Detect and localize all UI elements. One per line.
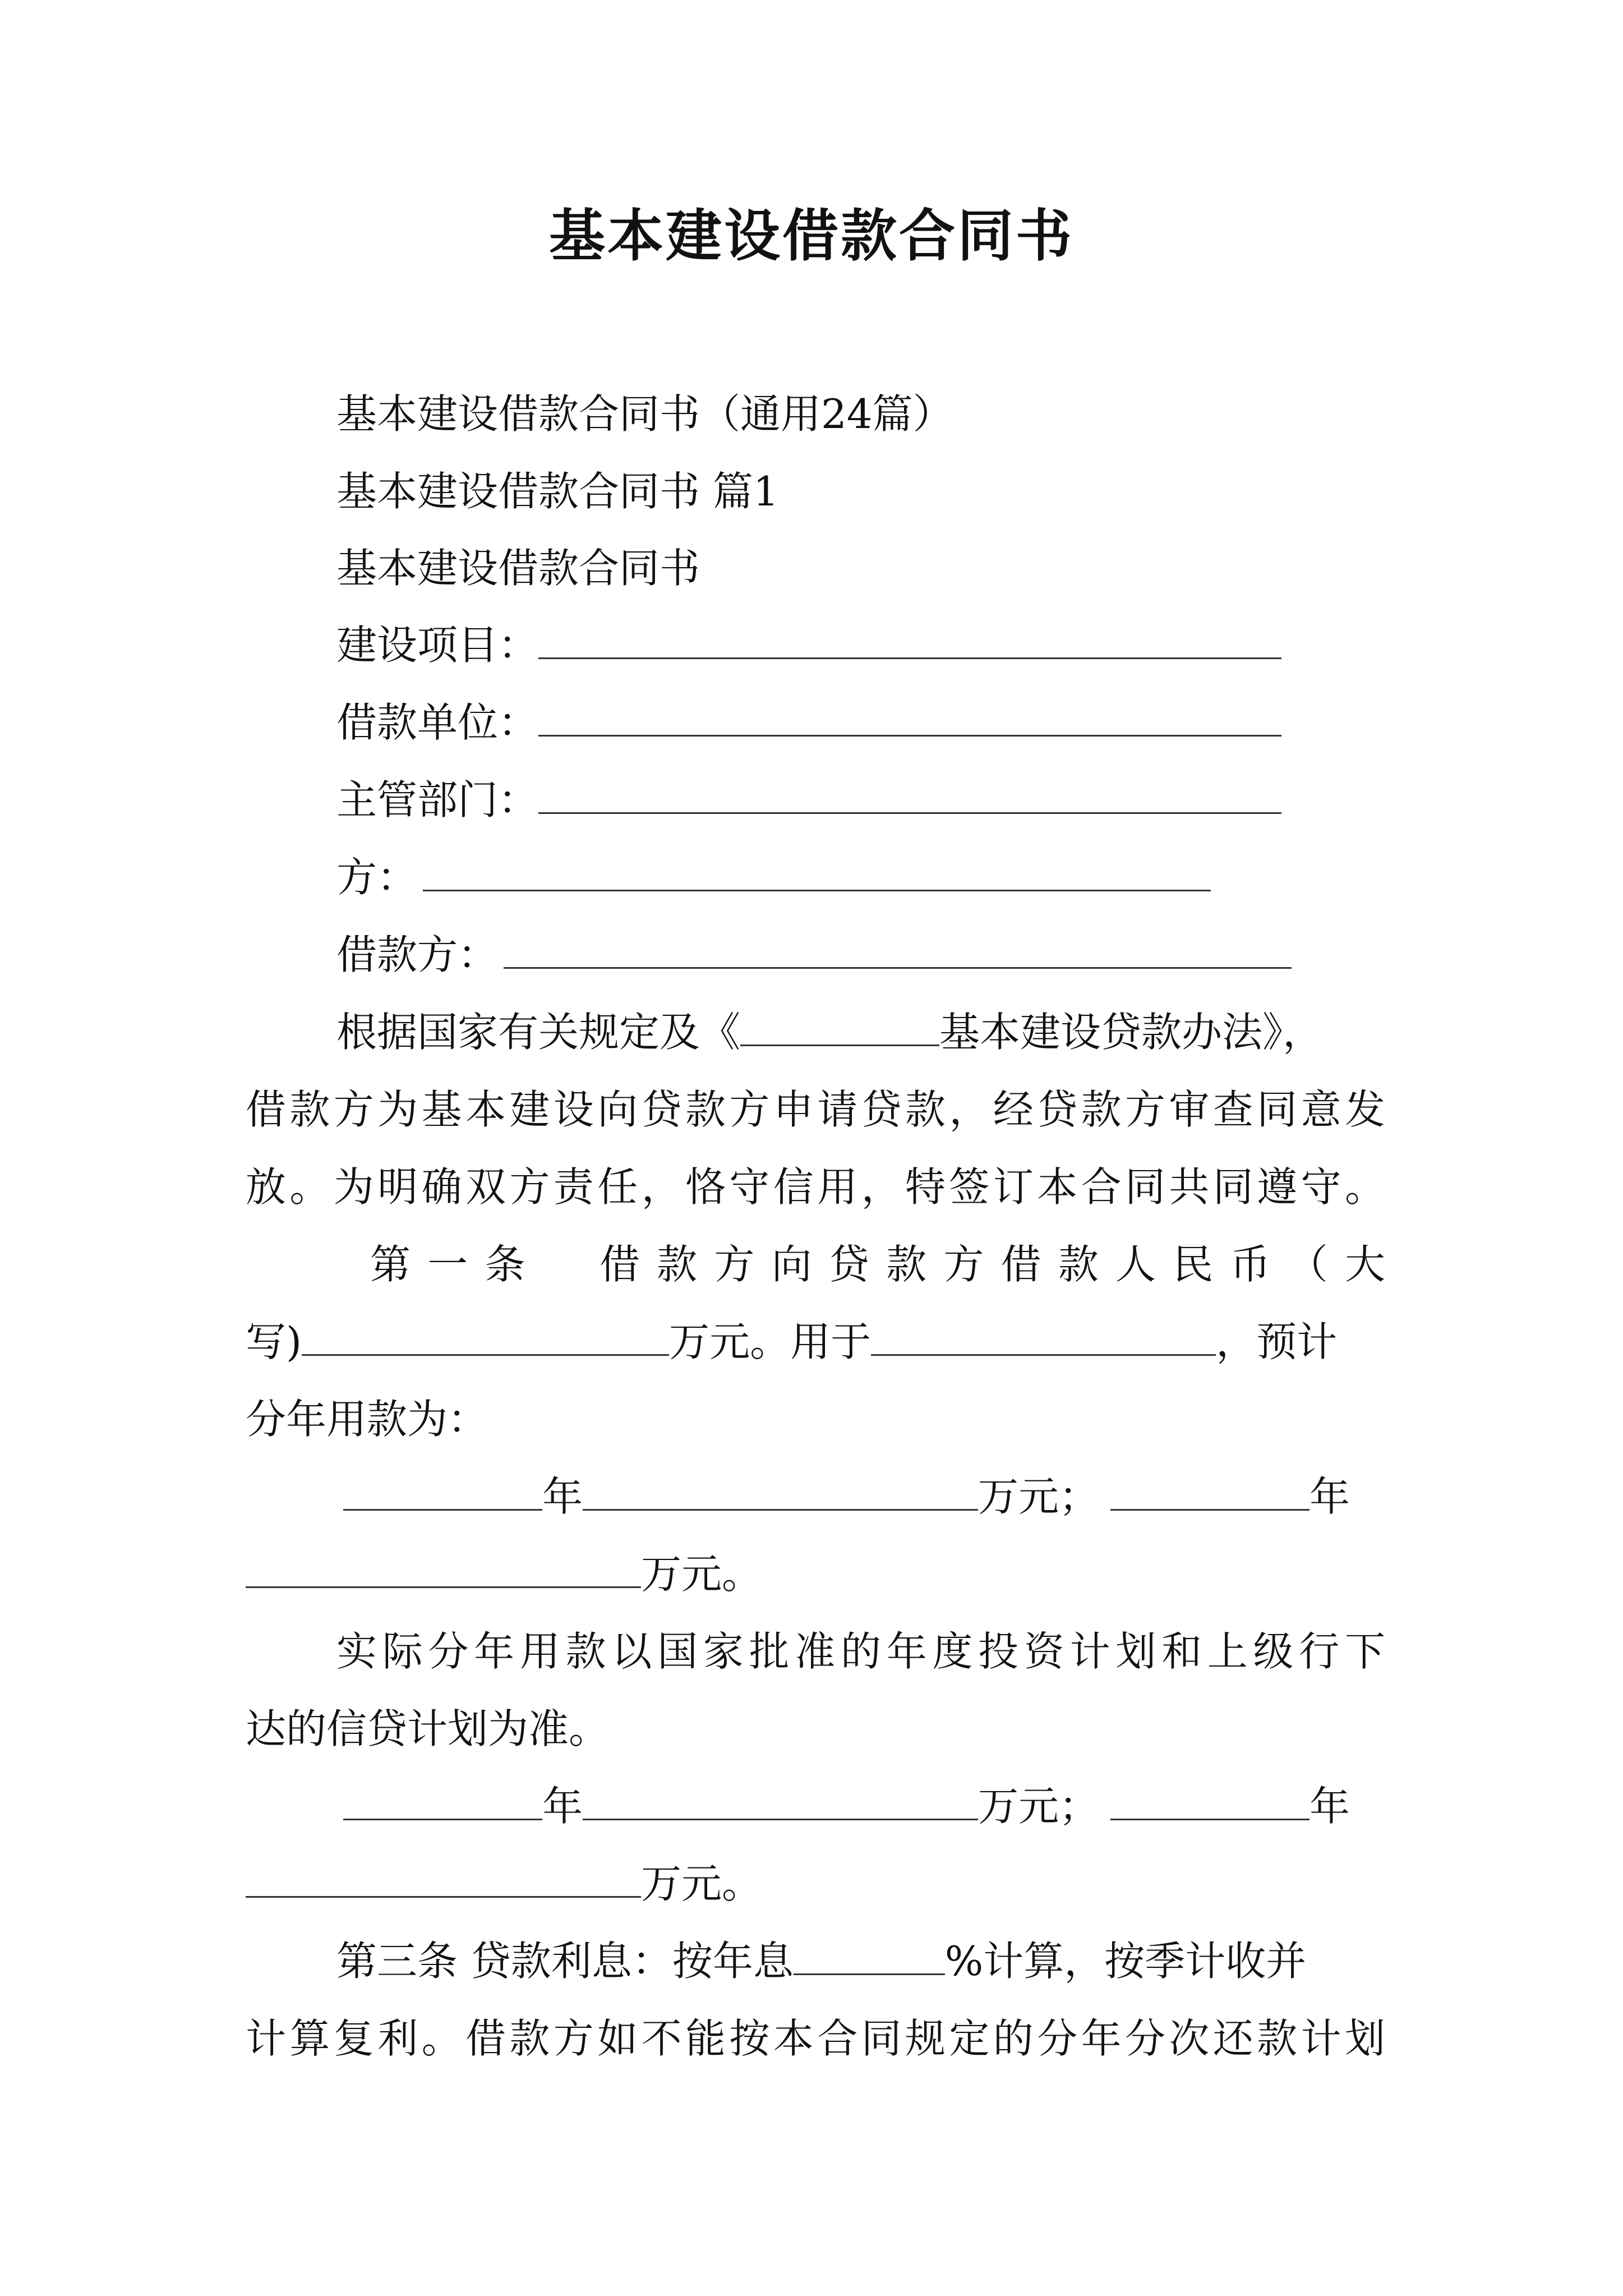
intro-blank [740,1010,939,1046]
article1-line-3: 分年用款为： [246,1396,488,1443]
contract-name: 基本建设借款合同书 [336,545,700,592]
schedule2-year2-label: 年 [1310,1783,1350,1830]
document-title: 基本建设借款合同书 [549,203,1074,269]
article1-line-1: 第一条 借款方向贷款方借款人民币（大 [370,1241,1385,1288]
field-borrower-label: 借款方： [336,931,499,978]
note-line-1: 实际分年用款以国家批准的年度投资计划和上级行下 [336,1628,1385,1675]
schedule1-year1-label: 年 [542,1473,583,1520]
schedule2-amount2-blank [246,1861,641,1898]
field-project [336,617,1281,673]
intro-line-3: 放。为明确双方责任，恪守信用，特签订本合同共同遵守。 [246,1163,1385,1211]
schedule2-line-2 [246,1856,762,1912]
field-borrower-unit-label: 借款单位： [336,699,539,746]
schedule2-amount1-label: 万元； [978,1783,1100,1830]
article1-amount-blank [302,1319,669,1356]
article1-purpose-blank [871,1319,1216,1356]
article3-rate-blank [794,1939,945,1975]
article1-line-2-suffix: ，预计 [1216,1318,1338,1365]
field-party-blank [423,855,1211,891]
schedule1-line-1 [343,1469,1350,1525]
article1-line-2-mid: 万元。用于 [669,1318,872,1365]
schedule2-year1-blank [343,1784,542,1820]
schedule1-amount1-blank [583,1474,978,1511]
field-borrower-unit [336,694,1281,751]
intro-line-1 [336,1004,1385,1060]
field-party-label: 方： [336,854,418,901]
schedule1-year2-blank [1110,1474,1310,1511]
article3-line-1-suffix: %计算，按季计收并 [944,1938,1307,1985]
schedule1-year1-blank [343,1474,542,1511]
field-party [336,849,1211,905]
field-authority-blank [538,777,1281,814]
article1-line-2-prefix: 写) [246,1318,302,1365]
schedule1-amount1-label: 万元； [978,1473,1100,1520]
schedule1-amount2-label: 万元。 [641,1550,763,1598]
article1-line-2 [246,1314,1385,1370]
article3-line-1-prefix: 第三条 贷款利息：按年息 [336,1938,794,1985]
article-heading: 基本建设借款合同书 篇1 [336,468,779,515]
schedule1-year2-label: 年 [1310,1473,1350,1520]
intro-line-2: 借款方为基本建设向贷款方申请贷款，经贷款方审查同意发 [246,1086,1385,1133]
field-project-label: 建设项目： [336,622,539,669]
intro-line-1-prefix: 根据国家有关规定及《 [336,1009,741,1056]
intro-line-1-suffix: 基本建设贷款办法》， [939,1009,1324,1056]
schedule1-line-2 [246,1546,762,1602]
field-authority [336,772,1281,828]
field-project-blank [538,623,1281,659]
field-authority-label: 主管部门： [336,776,539,823]
article3-line-1 [336,1933,1385,1989]
article3-line-2: 计算复利。借款方如不能按本合同规定的分年分次还款计划 [246,2015,1385,2062]
schedule2-line-1 [343,1778,1350,1834]
schedule1-amount2-blank [246,1552,641,1588]
note-line-2: 达的信贷计划为准。 [246,1705,610,1752]
schedule2-year1-label: 年 [542,1783,583,1830]
collection-heading: 基本建设借款合同书（通用24篇） [336,390,953,438]
field-borrower [336,927,1292,983]
schedule2-year2-blank [1110,1784,1310,1820]
schedule2-amount1-blank [583,1784,978,1820]
schedule2-amount2-label: 万元。 [641,1860,763,1907]
field-borrower-blank [504,932,1292,969]
field-borrower-unit-blank [538,700,1281,737]
